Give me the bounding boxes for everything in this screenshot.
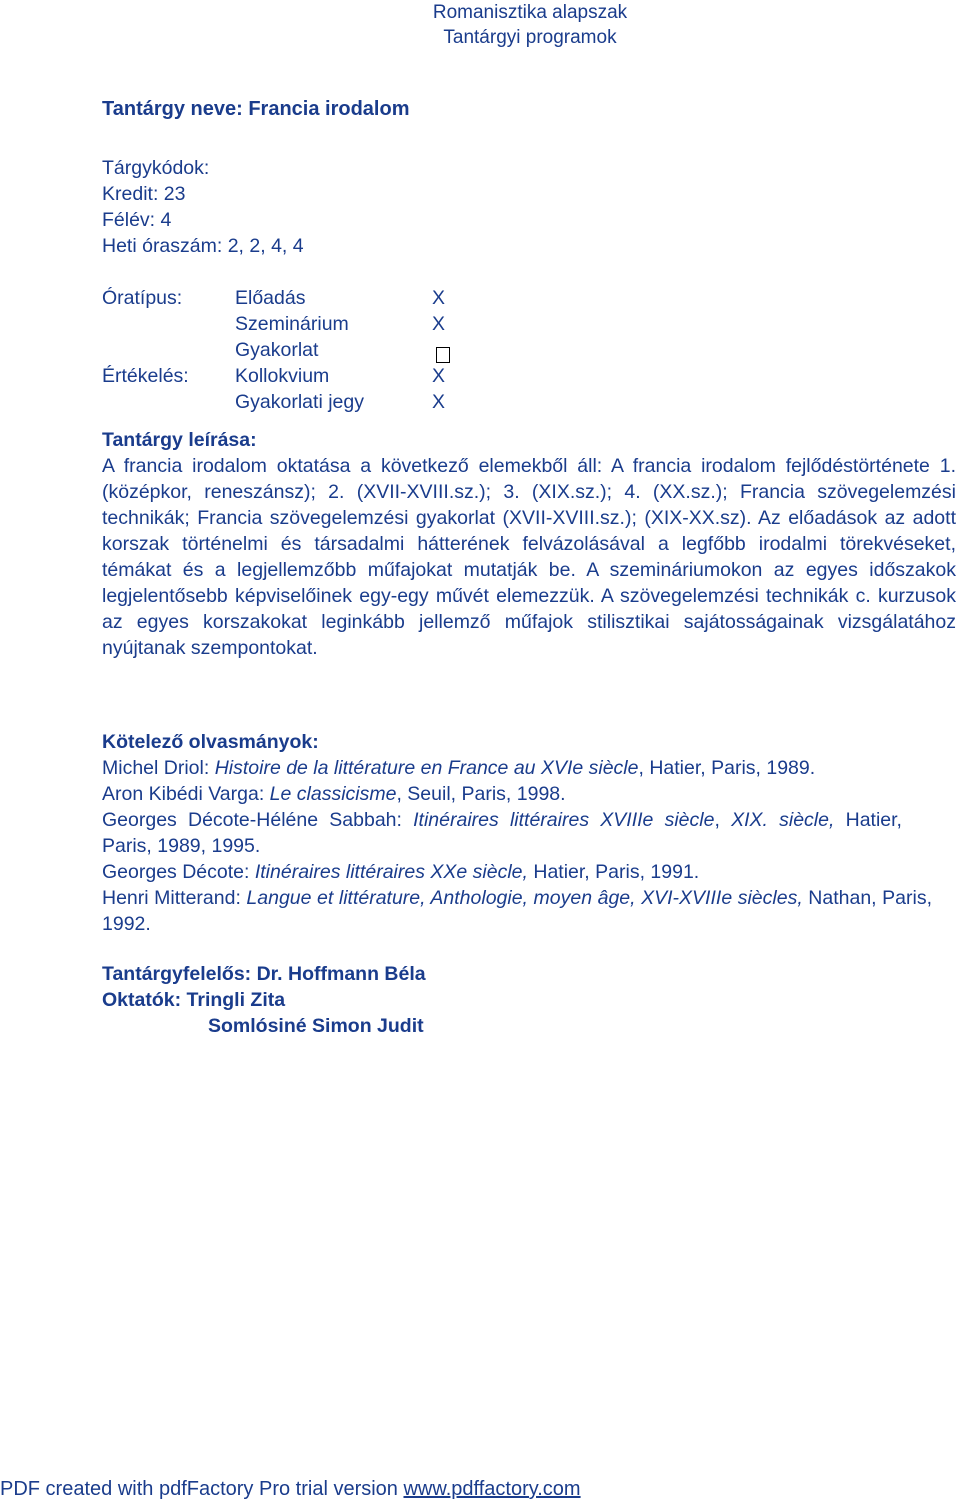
header-subtitle: Tantárgyi programok	[443, 27, 617, 48]
description-text: A francia irodalom oktatása a következő elemekből áll: A francia irodalom fejlődéstörténete 1. (középkor, reneszánsz); 2. (XVII-XVIII.sz.); 3. (XIX.sz.); 4. (XX.sz.); Francia szövegelemzési technikák; Francia szövegelemzési gyakorlat (XVII-XVIII.sz.); (XIX-XX.sz). Az előadások az adott korszak történelmi és társadalmi hátterének felvázolásával a legfőbb irodalmi törekvéseket, témákat és a legjellemzőbb műfajokat mutatják be. A szemináriumokon az egyes időszakok legjelentősebb képviselőinek egy-egy művét elemezzük. A szövegelemzési technikák c. kurzusok az egyes korszakokat leginkább jellemző műfajok stilisztikai sajátosságainak vizsgálatához nyújtanak szempontokat.	[102, 455, 956, 659]
reading-item: Henri Mitterand: Langue et littérature, Anthologie, moyen âge, XVI-XVIIIe siècles, Nathan, Paris, 1992.	[102, 887, 933, 935]
readings-section	[102, 729, 956, 937]
reading-item: Aron Kibédi Varga: Le classicisme, Seuil, Paris, 1998.	[102, 783, 566, 805]
footer-text: PDF created with pdfFactory Pro trial version	[0, 1478, 404, 1500]
teacher-name: Tringli Zita	[186, 989, 286, 1011]
readings-heading: Kötelező olvasmányok:	[102, 731, 319, 753]
credits: Kredit: 23	[102, 183, 186, 205]
eval-practical-grade: Gyakorlati jegy	[235, 391, 364, 413]
reading-item: Georges Décote: Itinéraires littéraires XXe siècle, Hatier, Paris, 1991.	[102, 861, 700, 883]
eval-colloquium-mark: X	[432, 365, 446, 387]
teachers	[102, 987, 285, 1013]
footer-link[interactable]: www.pdffactory.com	[403, 1478, 581, 1500]
teachers-label: Oktatók:	[102, 989, 187, 1011]
course-codes: Tárgykódok:	[102, 157, 210, 179]
type-lecture-mark: X	[432, 287, 446, 309]
description-section	[102, 427, 956, 661]
eval-practical-grade-mark: X	[432, 391, 446, 413]
course-responsible: Tantárgyfelelős: Dr. Hoffmann Béla	[102, 963, 426, 985]
type-seminar-mark: X	[432, 313, 446, 335]
eval-colloquium: Kollokvium	[235, 365, 330, 387]
description-heading: Tantárgy leírása:	[102, 429, 257, 451]
class-type-label: Óratípus:	[102, 287, 183, 309]
course-title: Tantárgy neve: Francia irodalom	[102, 98, 410, 120]
reading-item: Michel Driol: Histoire de la littérature en France au XVIe siècle, Hatier, Paris, 1989.	[102, 757, 816, 779]
teacher-name: Somlósiné Simon Judit	[208, 1015, 424, 1037]
type-lecture: Előadás	[235, 287, 306, 309]
header-program: Romanisztika alapszak	[432, 2, 628, 23]
pdf-footer	[0, 1476, 581, 1502]
reading-item: Georges Décote-Héléne Sabbah: Itinéraires littéraires XVIIIe siècle, XIX. siècle, Hatier, Paris, 1989, 1995.	[102, 809, 902, 857]
evaluation-label: Értékelés:	[102, 365, 189, 387]
type-seminar: Szeminárium	[235, 313, 349, 335]
type-practice: Gyakorlat	[235, 339, 319, 361]
weekly-hours: Heti óraszám: 2, 2, 4, 4	[102, 235, 304, 257]
semester: Félév: 4	[102, 209, 172, 231]
